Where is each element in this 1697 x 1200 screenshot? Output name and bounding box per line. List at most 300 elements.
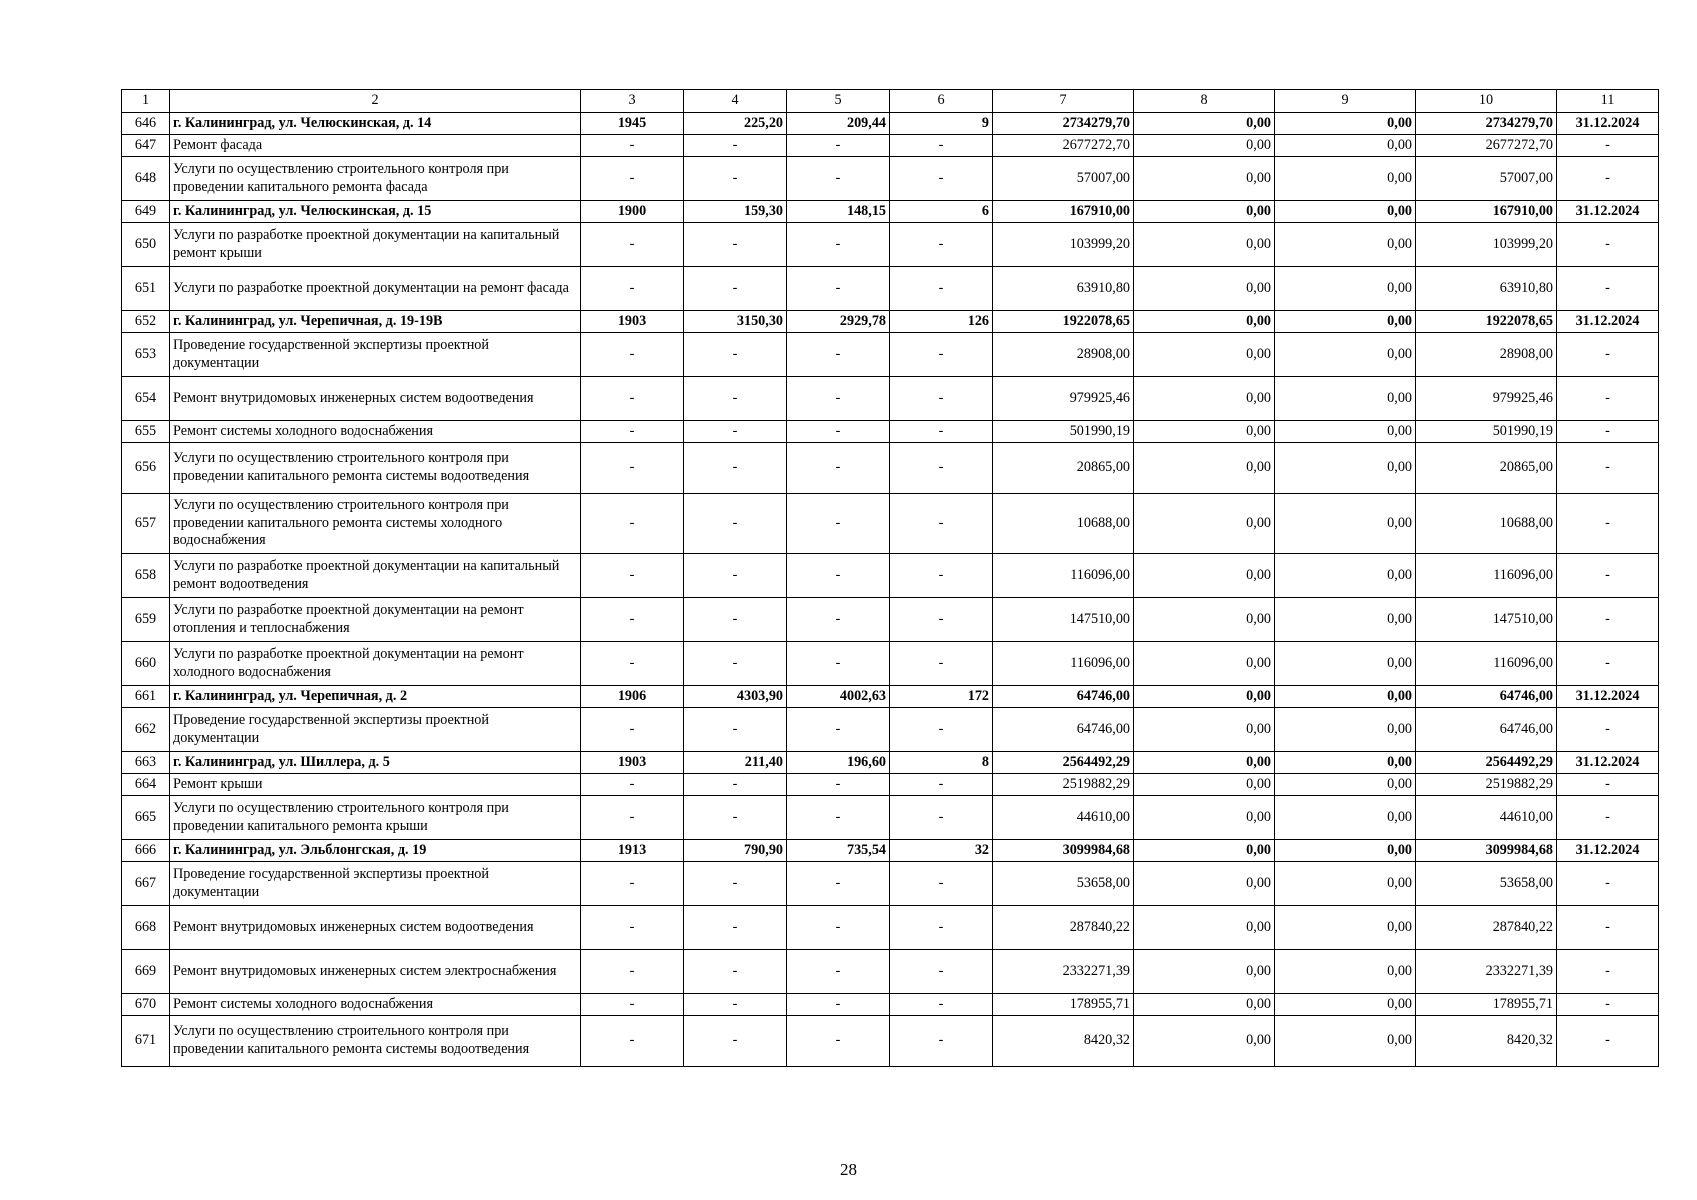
total-cost: 979925,46 [993,377,1134,421]
row-number: 667 [122,862,170,906]
year-built: - [581,708,684,752]
item-name: г. Калининград, ул. Эльблонгская, д. 19 [170,840,581,862]
completion-date: 31.12.2024 [1557,311,1659,333]
owners-share: 64746,00 [1416,708,1557,752]
fund-share: 0,00 [1134,135,1275,157]
work-row [122,494,1659,554]
fund-share: 0,00 [1134,1016,1275,1067]
budget-share: 0,00 [1275,708,1416,752]
budget-share: 0,00 [1275,840,1416,862]
column-number-row [122,90,1659,113]
item-name: Ремонт внутридомовых инженерных систем водоотведения [170,377,581,421]
living-area: - [787,554,890,598]
residents-count: - [890,774,993,796]
residents-count: - [890,333,993,377]
residents-count: - [890,494,993,554]
owners-share: 8420,32 [1416,1016,1557,1067]
row-number: 646 [122,113,170,135]
completion-date: - [1557,708,1659,752]
total-area: - [684,135,787,157]
work-row [122,642,1659,686]
owners-share: 2519882,29 [1416,774,1557,796]
owners-share: 2564492,29 [1416,752,1557,774]
fund-share: 0,00 [1134,421,1275,443]
fund-share: 0,00 [1134,642,1275,686]
column-header: 11 [1557,90,1659,113]
address-row [122,201,1659,223]
owners-share: 44610,00 [1416,796,1557,840]
year-built: - [581,950,684,994]
residents-count: - [890,554,993,598]
year-built: - [581,267,684,311]
total-area: - [684,157,787,201]
item-name: Услуги по осуществлению строительного контроля при проведении капитального ремонта системы водоотведения [170,443,581,494]
column-header: 7 [993,90,1134,113]
row-number: 657 [122,494,170,554]
owners-share: 167910,00 [1416,201,1557,223]
repair-program-table [121,89,1659,1067]
completion-date: 31.12.2024 [1557,686,1659,708]
page-number: 28 [840,1160,857,1179]
fund-share: 0,00 [1134,554,1275,598]
work-row [122,223,1659,267]
total-cost: 63910,80 [993,267,1134,311]
item-name: Услуги по осуществлению строительного контроля при проведении капитального ремонта системы холодного водоснабжения [170,494,581,554]
living-area: - [787,443,890,494]
row-number: 650 [122,223,170,267]
living-area: 196,60 [787,752,890,774]
budget-share: 0,00 [1275,796,1416,840]
address-row [122,311,1659,333]
fund-share: 0,00 [1134,267,1275,311]
item-name: Ремонт крыши [170,774,581,796]
living-area: - [787,494,890,554]
year-built: - [581,774,684,796]
completion-date: - [1557,796,1659,840]
owners-share: 287840,22 [1416,906,1557,950]
living-area: - [787,598,890,642]
completion-date: - [1557,157,1659,201]
owners-share: 3099984,68 [1416,840,1557,862]
living-area: 2929,78 [787,311,890,333]
living-area: 735,54 [787,840,890,862]
column-header: 5 [787,90,890,113]
residents-count: - [890,906,993,950]
row-number: 653 [122,333,170,377]
total-cost: 8420,32 [993,1016,1134,1067]
residents-count: 172 [890,686,993,708]
completion-date: - [1557,333,1659,377]
total-cost: 2734279,70 [993,113,1134,135]
living-area: - [787,862,890,906]
completion-date: - [1557,862,1659,906]
item-name: Услуги по разработке проектной документации на ремонт холодного водоснабжения [170,642,581,686]
total-area: - [684,708,787,752]
row-number: 660 [122,642,170,686]
budget-share: 0,00 [1275,994,1416,1016]
work-row [122,796,1659,840]
fund-share: 0,00 [1134,494,1275,554]
living-area: - [787,267,890,311]
row-number: 666 [122,840,170,862]
total-area: 225,20 [684,113,787,135]
residents-count: - [890,377,993,421]
work-row [122,994,1659,1016]
total-area: 159,30 [684,201,787,223]
total-cost: 501990,19 [993,421,1134,443]
item-name: Проведение государственной экспертизы проектной документации [170,708,581,752]
row-number: 649 [122,201,170,223]
work-row [122,333,1659,377]
item-name: Услуги по разработке проектной документации на капитальный ремонт крыши [170,223,581,267]
residents-count: - [890,157,993,201]
column-header: 2 [170,90,581,113]
row-number: 651 [122,267,170,311]
row-number: 663 [122,752,170,774]
living-area: - [787,157,890,201]
living-area: - [787,708,890,752]
column-header: 3 [581,90,684,113]
row-number: 659 [122,598,170,642]
fund-share: 0,00 [1134,796,1275,840]
year-built: - [581,796,684,840]
living-area: 4002,63 [787,686,890,708]
total-area: - [684,774,787,796]
year-built: - [581,598,684,642]
total-area: - [684,642,787,686]
fund-share: 0,00 [1134,113,1275,135]
item-name: г. Калининград, ул. Черепичная, д. 19-19В [170,311,581,333]
total-cost: 287840,22 [993,906,1134,950]
work-row [122,377,1659,421]
completion-date: - [1557,642,1659,686]
living-area: - [787,642,890,686]
column-header: 4 [684,90,787,113]
total-area: - [684,554,787,598]
item-name: Проведение государственной экспертизы проектной документации [170,333,581,377]
living-area: 209,44 [787,113,890,135]
owners-share: 979925,46 [1416,377,1557,421]
column-header: 10 [1416,90,1557,113]
budget-share: 0,00 [1275,421,1416,443]
budget-share: 0,00 [1275,443,1416,494]
item-name: Ремонт системы холодного водоснабжения [170,994,581,1016]
row-number: 648 [122,157,170,201]
total-cost: 2332271,39 [993,950,1134,994]
completion-date: - [1557,950,1659,994]
completion-date: 31.12.2024 [1557,840,1659,862]
year-built: - [581,443,684,494]
total-area: - [684,333,787,377]
fund-share: 0,00 [1134,223,1275,267]
budget-share: 0,00 [1275,862,1416,906]
work-row [122,157,1659,201]
owners-share: 2734279,70 [1416,113,1557,135]
item-name: г. Калининград, ул. Челюскинская, д. 14 [170,113,581,135]
residents-count: - [890,708,993,752]
living-area: 148,15 [787,201,890,223]
total-area: - [684,267,787,311]
year-built: - [581,642,684,686]
residents-count: - [890,598,993,642]
item-name: г. Калининград, ул. Шиллера, д. 5 [170,752,581,774]
total-cost: 20865,00 [993,443,1134,494]
budget-share: 0,00 [1275,686,1416,708]
year-built: - [581,1016,684,1067]
row-number: 671 [122,1016,170,1067]
total-cost: 64746,00 [993,708,1134,752]
fund-share: 0,00 [1134,862,1275,906]
living-area: - [787,377,890,421]
living-area: - [787,796,890,840]
budget-share: 0,00 [1275,554,1416,598]
budget-share: 0,00 [1275,1016,1416,1067]
year-built: 1906 [581,686,684,708]
fund-share: 0,00 [1134,994,1275,1016]
total-area: - [684,377,787,421]
item-name: Ремонт системы холодного водоснабжения [170,421,581,443]
budget-share: 0,00 [1275,135,1416,157]
living-area: - [787,774,890,796]
residents-count: - [890,796,993,840]
residents-count: - [890,862,993,906]
row-number: 665 [122,796,170,840]
owners-share: 103999,20 [1416,223,1557,267]
budget-share: 0,00 [1275,223,1416,267]
year-built: - [581,862,684,906]
item-name: Услуги по осуществлению строительного контроля при проведении капитального ремонта крыши [170,796,581,840]
living-area: - [787,1016,890,1067]
living-area: - [787,135,890,157]
residents-count: 6 [890,201,993,223]
living-area: - [787,333,890,377]
budget-share: 0,00 [1275,642,1416,686]
owners-share: 63910,80 [1416,267,1557,311]
living-area: - [787,421,890,443]
column-header: 9 [1275,90,1416,113]
completion-date: - [1557,554,1659,598]
work-row [122,774,1659,796]
owners-share: 53658,00 [1416,862,1557,906]
residents-count: - [890,443,993,494]
address-row [122,840,1659,862]
item-name: г. Калининград, ул. Челюскинская, д. 15 [170,201,581,223]
budget-share: 0,00 [1275,267,1416,311]
total-area: - [684,950,787,994]
fund-share: 0,00 [1134,708,1275,752]
item-name: Проведение государственной экспертизы проектной документации [170,862,581,906]
completion-date: - [1557,994,1659,1016]
item-name: Услуги по разработке проектной документации на ремонт фасада [170,267,581,311]
residents-count: 9 [890,113,993,135]
row-number: 655 [122,421,170,443]
owners-share: 57007,00 [1416,157,1557,201]
year-built: 1903 [581,311,684,333]
fund-share: 0,00 [1134,906,1275,950]
owners-share: 64746,00 [1416,686,1557,708]
completion-date: 31.12.2024 [1557,201,1659,223]
budget-share: 0,00 [1275,311,1416,333]
total-area: 3150,30 [684,311,787,333]
owners-share: 116096,00 [1416,554,1557,598]
owners-share: 116096,00 [1416,642,1557,686]
residents-count: - [890,1016,993,1067]
year-built: - [581,157,684,201]
work-row [122,443,1659,494]
row-number: 647 [122,135,170,157]
fund-share: 0,00 [1134,774,1275,796]
owners-share: 1922078,65 [1416,311,1557,333]
address-row [122,113,1659,135]
work-row [122,708,1659,752]
total-area: - [684,223,787,267]
completion-date: - [1557,1016,1659,1067]
total-area: 4303,90 [684,686,787,708]
total-area: - [684,494,787,554]
budget-share: 0,00 [1275,774,1416,796]
fund-share: 0,00 [1134,311,1275,333]
owners-share: 2677272,70 [1416,135,1557,157]
column-header: 6 [890,90,993,113]
year-built: 1903 [581,752,684,774]
residents-count: 8 [890,752,993,774]
budget-share: 0,00 [1275,333,1416,377]
year-built: 1945 [581,113,684,135]
total-area: - [684,796,787,840]
living-area: - [787,994,890,1016]
year-built: - [581,906,684,950]
column-header: 1 [122,90,170,113]
total-cost: 116096,00 [993,554,1134,598]
total-cost: 116096,00 [993,642,1134,686]
year-built: - [581,135,684,157]
living-area: - [787,223,890,267]
budget-share: 0,00 [1275,752,1416,774]
total-area: - [684,598,787,642]
item-name: Ремонт внутридомовых инженерных систем водоотведения [170,906,581,950]
total-area: 790,90 [684,840,787,862]
item-name: Услуги по осуществлению строительного контроля при проведении капитального ремонта системы водоотведения [170,1016,581,1067]
completion-date: 31.12.2024 [1557,752,1659,774]
row-number: 664 [122,774,170,796]
document-sheet [121,89,1658,1067]
row-number: 656 [122,443,170,494]
residents-count: - [890,135,993,157]
total-cost: 53658,00 [993,862,1134,906]
item-name: Услуги по разработке проектной документации на ремонт отопления и теплоснабжения [170,598,581,642]
work-row [122,1016,1659,1067]
completion-date: - [1557,774,1659,796]
owners-share: 28908,00 [1416,333,1557,377]
completion-date: - [1557,377,1659,421]
budget-share: 0,00 [1275,906,1416,950]
fund-share: 0,00 [1134,201,1275,223]
residents-count: - [890,642,993,686]
total-cost: 57007,00 [993,157,1134,201]
completion-date: - [1557,598,1659,642]
total-area: - [684,862,787,906]
row-number: 670 [122,994,170,1016]
item-name: г. Калининград, ул. Черепичная, д. 2 [170,686,581,708]
work-row [122,598,1659,642]
address-row [122,752,1659,774]
fund-share: 0,00 [1134,157,1275,201]
owners-share: 147510,00 [1416,598,1557,642]
budget-share: 0,00 [1275,377,1416,421]
residents-count: - [890,421,993,443]
completion-date: - [1557,223,1659,267]
owners-share: 20865,00 [1416,443,1557,494]
row-number: 661 [122,686,170,708]
work-row [122,421,1659,443]
fund-share: 0,00 [1134,840,1275,862]
residents-count: 126 [890,311,993,333]
year-built: - [581,223,684,267]
completion-date: - [1557,267,1659,311]
work-row [122,135,1659,157]
budget-share: 0,00 [1275,201,1416,223]
total-cost: 178955,71 [993,994,1134,1016]
budget-share: 0,00 [1275,157,1416,201]
total-area: - [684,443,787,494]
work-row [122,862,1659,906]
total-area: - [684,994,787,1016]
total-cost: 103999,20 [993,223,1134,267]
fund-share: 0,00 [1134,686,1275,708]
total-area: - [684,1016,787,1067]
work-row [122,554,1659,598]
total-area: - [684,421,787,443]
residents-count: - [890,267,993,311]
budget-share: 0,00 [1275,494,1416,554]
item-name: Ремонт фасада [170,135,581,157]
residents-count: - [890,994,993,1016]
year-built: 1913 [581,840,684,862]
budget-share: 0,00 [1275,113,1416,135]
total-cost: 2677272,70 [993,135,1134,157]
work-row [122,950,1659,994]
row-number: 654 [122,377,170,421]
completion-date: - [1557,421,1659,443]
total-cost: 2519882,29 [993,774,1134,796]
row-number: 662 [122,708,170,752]
owners-share: 10688,00 [1416,494,1557,554]
item-name: Ремонт внутридомовых инженерных систем электроснабжения [170,950,581,994]
row-number: 652 [122,311,170,333]
total-area: 211,40 [684,752,787,774]
total-cost: 28908,00 [993,333,1134,377]
fund-share: 0,00 [1134,598,1275,642]
row-number: 658 [122,554,170,598]
fund-share: 0,00 [1134,752,1275,774]
row-number: 668 [122,906,170,950]
work-row [122,267,1659,311]
year-built: - [581,333,684,377]
residents-count: - [890,950,993,994]
year-built: - [581,554,684,598]
total-cost: 44610,00 [993,796,1134,840]
residents-count: - [890,223,993,267]
owners-share: 2332271,39 [1416,950,1557,994]
item-name: Услуги по осуществлению строительного контроля при проведении капитального ремонта фасада [170,157,581,201]
total-cost: 10688,00 [993,494,1134,554]
work-row [122,906,1659,950]
total-cost: 147510,00 [993,598,1134,642]
living-area: - [787,950,890,994]
completion-date: - [1557,906,1659,950]
year-built: - [581,494,684,554]
owners-share: 178955,71 [1416,994,1557,1016]
